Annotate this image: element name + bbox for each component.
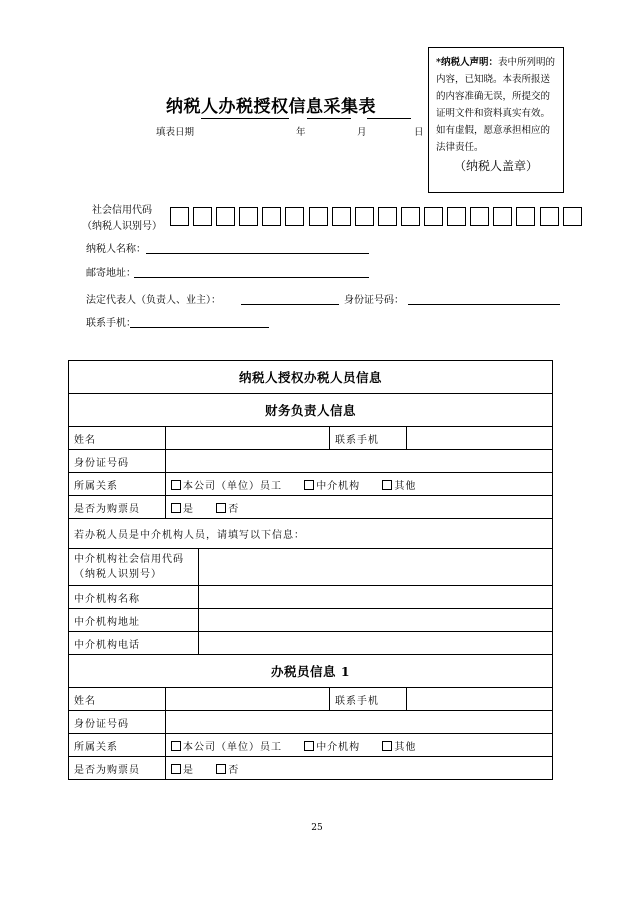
code-box[interactable]: [401, 207, 420, 226]
fill-date-label: 填表日期: [156, 127, 195, 138]
code-box[interactable]: [470, 207, 489, 226]
code-box[interactable]: [378, 207, 397, 226]
ticket-buyer-no[interactable]: 否: [216, 765, 239, 776]
name-cell[interactable]: [166, 688, 330, 711]
table-row: [69, 519, 553, 549]
section-tax-officer-header: 办税员信息 1: [69, 655, 553, 688]
table-row: [69, 473, 553, 496]
relation-option-employee[interactable]: 本公司（单位）员工: [171, 742, 282, 753]
checkbox-icon[interactable]: [216, 764, 226, 774]
relation-label: 所属关系: [69, 734, 166, 757]
relation-option-intermediary[interactable]: 中介机构: [304, 742, 360, 753]
name-label: 姓名: [69, 427, 166, 450]
credit-code-label-line2: （纳税人识别号）: [82, 221, 162, 232]
taxpayer-seal-label: （纳税人盖章）: [453, 159, 538, 173]
relation-options: [166, 734, 553, 757]
table-row: [69, 609, 553, 632]
relation-option-employee[interactable]: 本公司（单位）员工: [171, 481, 282, 492]
table-main-header: 纳税人授权办税人员信息: [69, 361, 553, 394]
table-row: [69, 688, 553, 711]
intermediary-address-label: 中介机构地址: [69, 609, 199, 632]
page-number: 25: [311, 823, 323, 833]
ticket-buyer-label: 是否为购票员: [69, 496, 166, 519]
code-box[interactable]: [447, 207, 466, 226]
mailing-address-label: 邮寄地址：: [86, 268, 136, 279]
intermediary-phone-label: 中介机构电话: [69, 632, 199, 655]
ticket-buyer-yes[interactable]: 是: [171, 504, 194, 515]
month-label: 月: [357, 127, 367, 138]
relation-option-other[interactable]: 其他: [382, 742, 416, 753]
declaration-text: 表中所列明的内容，已知晓。本表所报送的内容准确无误，所提交的证明文件和资料真实有效。如有虚假，愿意承担相应的法律责任。: [436, 57, 555, 153]
mailing-address-line[interactable]: [134, 277, 369, 278]
table-row: [69, 496, 553, 519]
checkbox-icon[interactable]: [171, 503, 181, 513]
intermediary-code-label: 中介机构社会信用代码（纳税人识别号）: [69, 549, 199, 586]
taxpayer-name-line[interactable]: [146, 253, 369, 254]
year-label: 年: [296, 127, 306, 138]
id-label: 身份证号码: [69, 711, 166, 734]
checkbox-icon[interactable]: [171, 480, 181, 490]
legal-rep-line[interactable]: [241, 304, 339, 305]
checkbox-icon[interactable]: [171, 741, 181, 751]
code-box[interactable]: [516, 207, 535, 226]
ticket-buyer-options: [166, 757, 553, 780]
code-box[interactable]: [216, 207, 235, 226]
id-cell[interactable]: [166, 711, 553, 734]
checkbox-icon[interactable]: [382, 480, 392, 490]
checkbox-icon[interactable]: [216, 503, 226, 513]
taxpayer-declaration-box: [428, 47, 564, 193]
table-row: [69, 711, 553, 734]
table-row: [69, 450, 553, 473]
table-row: [69, 757, 553, 780]
table-row: [69, 586, 553, 609]
relation-options: [166, 473, 553, 496]
declaration-heading: *纳税人声明：: [436, 57, 498, 68]
code-box[interactable]: [540, 207, 559, 226]
table-row: [69, 549, 553, 586]
contact-phone-label: 联系手机：: [86, 318, 136, 329]
authorized-staff-table: [68, 360, 553, 780]
id-number-label: 身份证号码：: [344, 295, 404, 306]
code-box[interactable]: [355, 207, 374, 226]
code-box[interactable]: [332, 207, 351, 226]
checkbox-icon[interactable]: [304, 480, 314, 490]
title-underline: [367, 118, 411, 119]
checkbox-icon[interactable]: [171, 764, 181, 774]
contact-label: 联系手机: [330, 688, 407, 711]
ticket-buyer-no[interactable]: 否: [216, 504, 239, 515]
code-box[interactable]: [493, 207, 512, 226]
code-box[interactable]: [563, 207, 582, 226]
intermediary-note: 若办税人员是中介机构人员，请填写以下信息：: [69, 519, 553, 549]
code-box[interactable]: [239, 207, 258, 226]
relation-label: 所属关系: [69, 473, 166, 496]
contact-label: 联系手机: [330, 427, 407, 450]
section-finance-header: 财务负责人信息: [69, 394, 553, 427]
credit-code-boxes[interactable]: [170, 207, 586, 226]
credit-code-label: [82, 203, 162, 235]
code-box[interactable]: [262, 207, 281, 226]
code-box[interactable]: [193, 207, 212, 226]
legal-rep-label: 法定代表人（负责人、业主）：: [86, 295, 221, 306]
name-cell[interactable]: [166, 427, 330, 450]
intermediary-address-cell[interactable]: [199, 609, 553, 632]
ticket-buyer-yes[interactable]: 是: [171, 765, 194, 776]
intermediary-name-label: 中介机构名称: [69, 586, 199, 609]
contact-cell[interactable]: [407, 688, 553, 711]
id-label: 身份证号码: [69, 450, 166, 473]
form-title: 纳税人办税授权信息采集表: [166, 97, 376, 117]
table-row: [69, 632, 553, 655]
day-label: 日: [414, 127, 424, 138]
id-number-line[interactable]: [408, 304, 560, 305]
title-underline: [201, 118, 289, 119]
checkbox-icon[interactable]: [382, 741, 392, 751]
ticket-buyer-options: [166, 496, 553, 519]
table-row: [69, 734, 553, 757]
name-label: 姓名: [69, 688, 166, 711]
code-box[interactable]: [424, 207, 443, 226]
title-underline: [307, 118, 351, 119]
intermediary-name-cell[interactable]: [199, 586, 553, 609]
relation-option-intermediary[interactable]: 中介机构: [304, 481, 360, 492]
table-row: [69, 427, 553, 450]
intermediary-code-cell[interactable]: [199, 549, 553, 586]
taxpayer-name-label: 纳税人名称：: [86, 244, 146, 255]
contact-phone-line[interactable]: [130, 327, 269, 328]
code-box[interactable]: [285, 207, 304, 226]
credit-code-label-line1: 社会信用代码: [92, 205, 152, 216]
code-box[interactable]: [170, 207, 189, 226]
code-box[interactable]: [309, 207, 328, 226]
contact-cell[interactable]: [407, 427, 553, 450]
relation-option-other[interactable]: 其他: [382, 481, 416, 492]
intermediary-phone-cell[interactable]: [199, 632, 553, 655]
ticket-buyer-label: 是否为购票员: [69, 757, 166, 780]
id-cell[interactable]: [166, 450, 553, 473]
checkbox-icon[interactable]: [304, 741, 314, 751]
